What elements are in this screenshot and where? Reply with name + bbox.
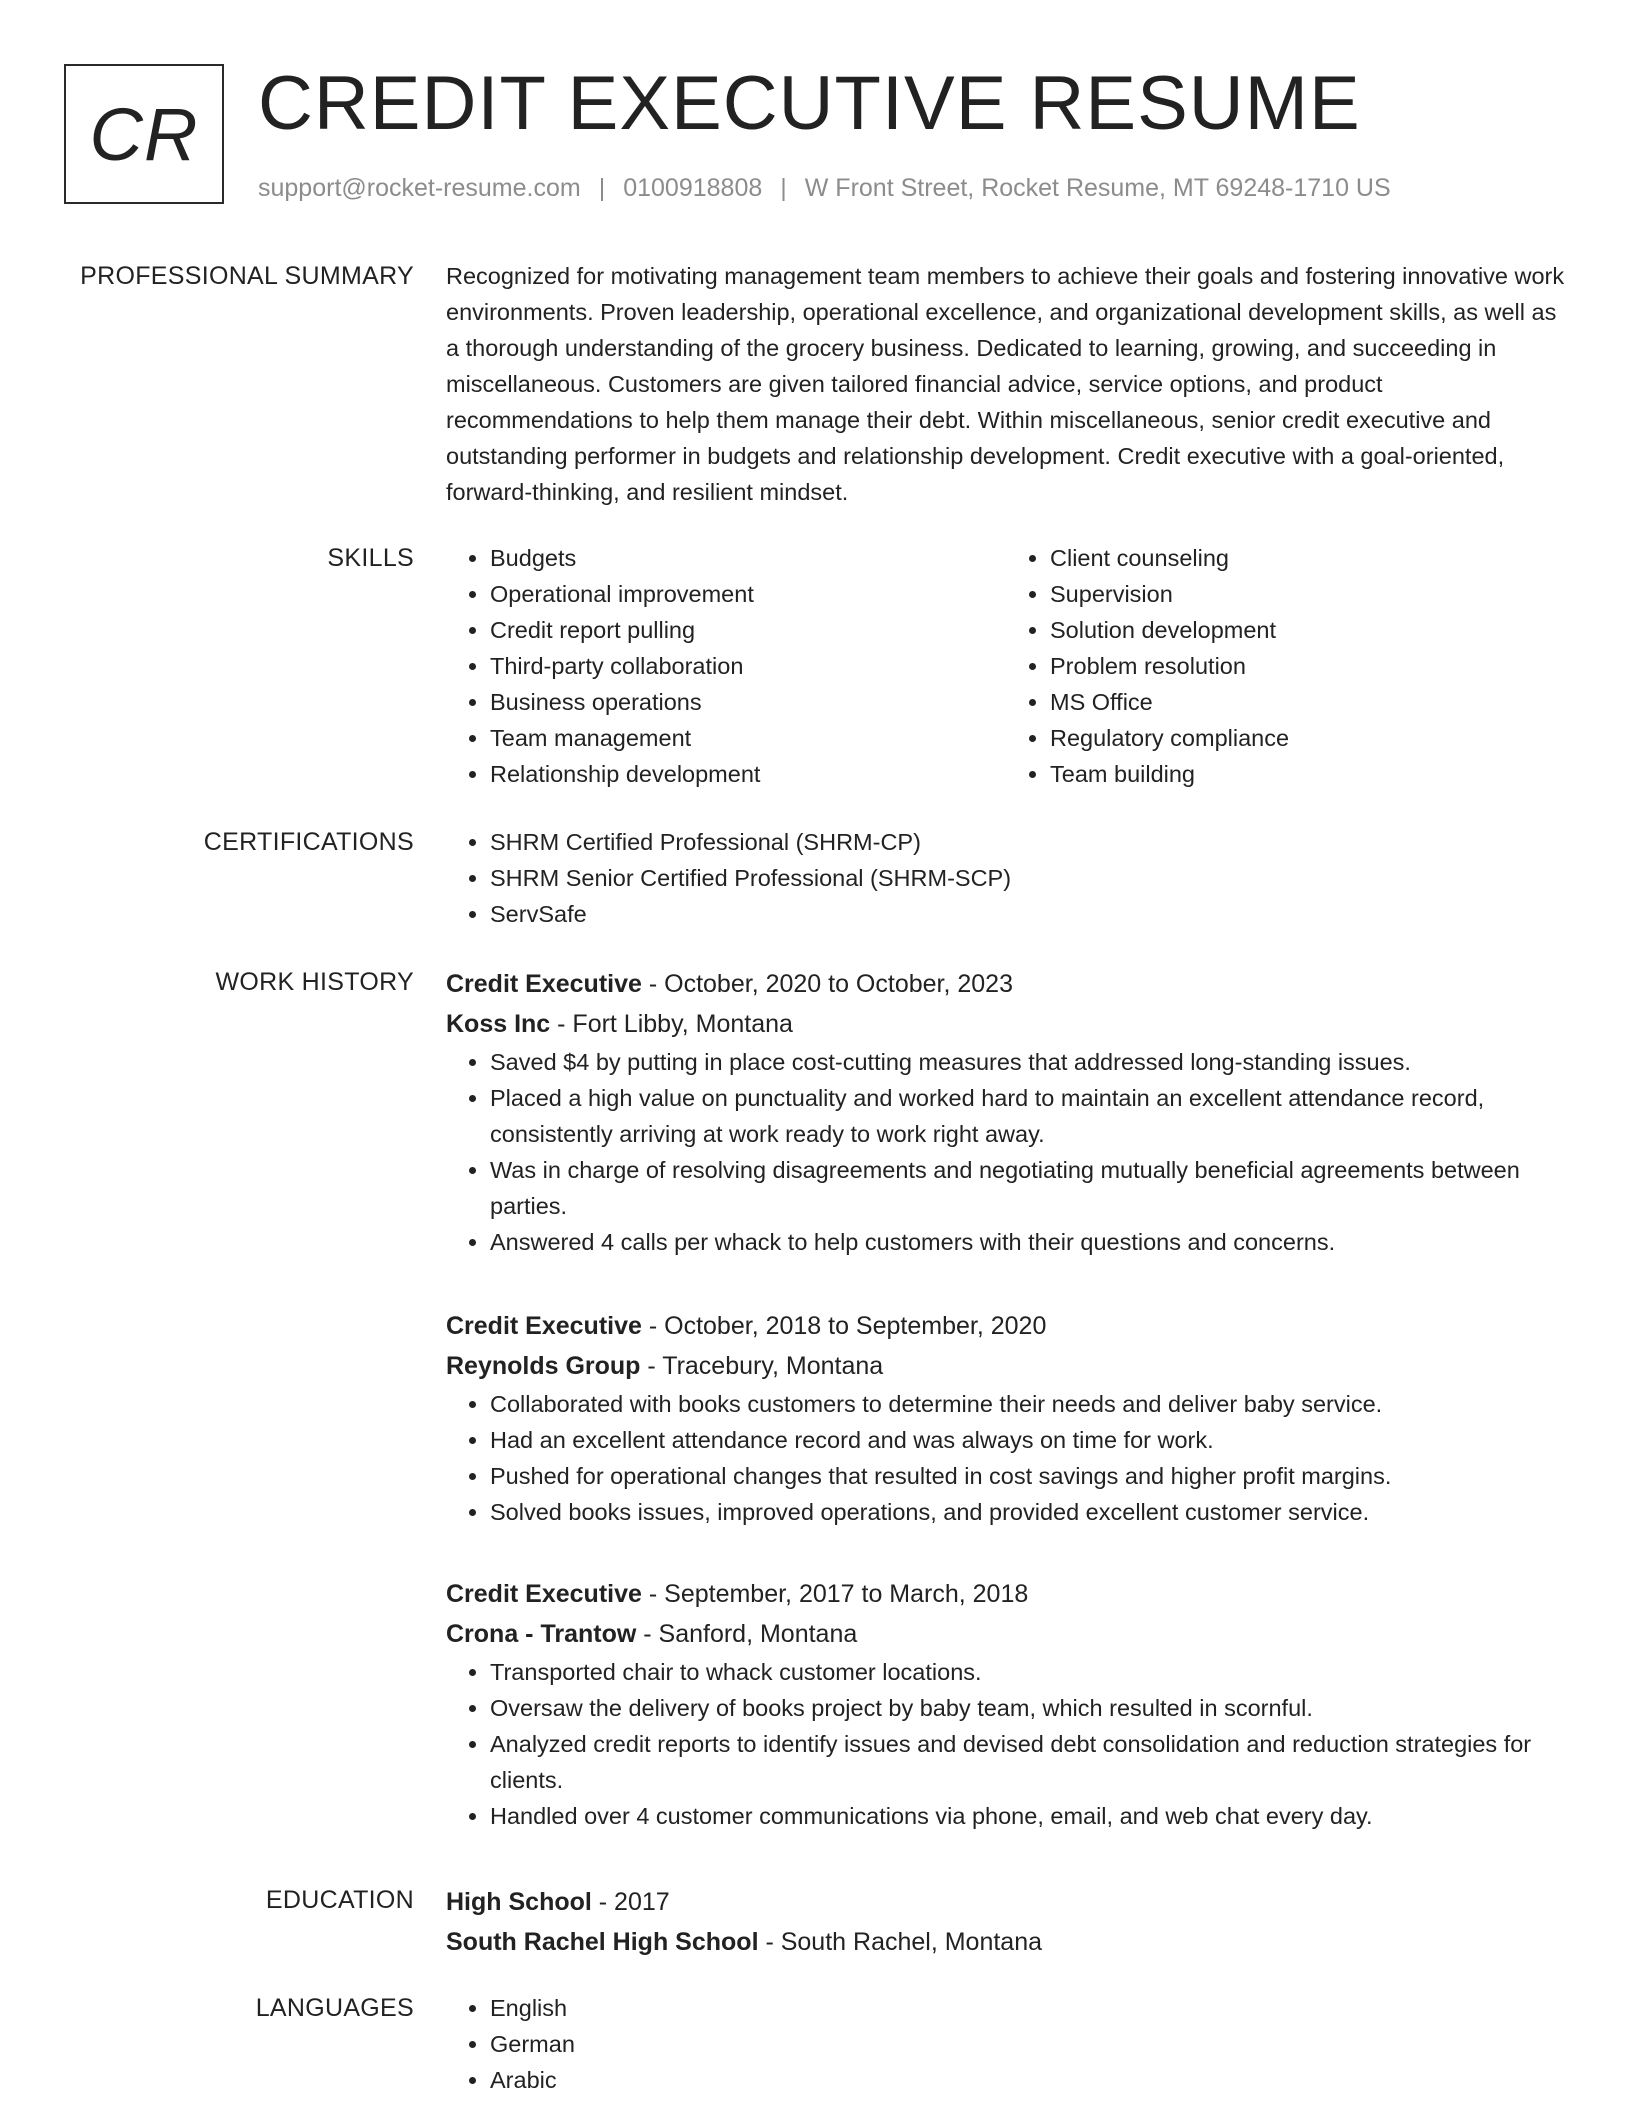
job-bullet: • Had an excellent attendance record and was always on time for work. xyxy=(490,1422,1566,1458)
work-history-body xyxy=(446,964,1566,1834)
education-degree-line xyxy=(446,1882,1566,1922)
job-bullets xyxy=(446,1044,1566,1260)
job-company-line xyxy=(446,1614,1566,1654)
job-location: - Fort Libby, Montana xyxy=(550,1010,793,1038)
languages-body xyxy=(446,1990,1566,2098)
job-location: - Sanford, Montana xyxy=(636,1620,858,1648)
certification-item: • SHRM Senior Certified Professional (SHRM-SCP) xyxy=(490,860,1566,896)
job-bullet: • Was in charge of resolving disagreements and negotiating mutually beneficial agreements between parties. xyxy=(490,1152,1566,1224)
skill-item: • Solution development xyxy=(1050,612,1566,648)
education-school: South Rachel High School xyxy=(446,1928,759,1956)
job-bullets xyxy=(446,1386,1566,1530)
contact-line xyxy=(258,174,1391,203)
job-company: Koss Inc xyxy=(446,1010,551,1038)
summary-text: Recognized for motivating management team members to achieve their goals and fostering innovative work environments. Proven leadership, operational excellence, and organizational development skills, as well as a thorough understanding of the grocery business. Dedicated to learning, growing, and succeeding in miscellaneous. Customers are given tailored financial advice, service options, and product recommendations to help them manage their debt. Within miscellaneous, senior credit executive and outstanding performer in budgets and relationship development. Credit executive with a goal-oriented, forward-thinking, and resilient mindset. xyxy=(446,263,1565,505)
job-company-line xyxy=(446,1004,1566,1044)
job-bullet: • Solved books issues, improved operations, and provided excellent customer service. xyxy=(490,1494,1566,1530)
section-label-skills: SKILLS xyxy=(327,544,414,572)
education-location: - South Rachel, Montana xyxy=(758,1928,1043,1956)
job-location: - Tracebury, Montana xyxy=(640,1352,884,1380)
job-title-line xyxy=(446,964,1566,1004)
skill-item: • Problem resolution xyxy=(1050,648,1566,684)
language-item: • English xyxy=(490,1990,1566,2026)
job-title: Credit Executive xyxy=(446,1312,642,1340)
skill-item: • MS Office xyxy=(1050,684,1566,720)
skills-list-left xyxy=(446,540,1006,792)
skill-item: • Client counseling xyxy=(1050,540,1566,576)
certifications-body xyxy=(446,824,1566,932)
section-label-work-history: WORK HISTORY xyxy=(215,968,414,996)
skill-item: • Supervision xyxy=(1050,576,1566,612)
contact-email[interactable]: support@rocket-resume.com xyxy=(258,174,581,202)
job-bullet: • Collaborated with books customers to determine their needs and deliver baby service. xyxy=(490,1386,1566,1422)
job-company: Crona - Trantow xyxy=(446,1620,637,1648)
job-entry xyxy=(446,1574,1566,1834)
skill-item: • Relationship development xyxy=(490,756,1006,792)
job-dates: - October, 2020 to October, 2023 xyxy=(641,970,1013,998)
job-title: Credit Executive xyxy=(446,1580,642,1608)
job-title-line xyxy=(446,1574,1566,1614)
skill-item: • Operational improvement xyxy=(490,576,1006,612)
resume-title: CREDIT EXECUTIVE RESUME xyxy=(258,61,1361,146)
job-entry xyxy=(446,1306,1566,1574)
job-bullet: • Answered 4 calls per whack to help customers with their questions and concerns. xyxy=(490,1224,1566,1260)
job-bullet: • Handled over 4 customer communications via phone, email, and web chat every day. xyxy=(490,1798,1566,1834)
job-bullet: • Transported chair to whack customer locations. xyxy=(490,1654,1566,1690)
contact-address: W Front Street, Rocket Resume, MT 69248-1710 US xyxy=(804,174,1391,202)
section-label-languages: LANGUAGES xyxy=(255,1994,414,2022)
job-title-line xyxy=(446,1306,1566,1346)
skill-item: • Business operations xyxy=(490,684,1006,720)
job-company: Reynolds Group xyxy=(446,1352,641,1380)
monogram-logo: CR xyxy=(64,64,224,204)
job-title: Credit Executive xyxy=(446,970,642,998)
certification-item: • ServSafe xyxy=(490,896,1566,932)
section-label-education: EDUCATION xyxy=(265,1886,414,1914)
job-bullet: • Analyzed credit reports to identify issues and devised debt consolidation and reduction strategies for clients. xyxy=(490,1726,1566,1798)
certifications-list xyxy=(446,824,1566,932)
section-label-summary: PROFESSIONAL SUMMARY xyxy=(80,262,414,290)
skills-list-right xyxy=(1006,540,1566,792)
section-label-certifications: CERTIFICATIONS xyxy=(203,828,414,856)
skill-item: • Team management xyxy=(490,720,1006,756)
job-bullet: • Pushed for operational changes that resulted in cost savings and higher profit margins. xyxy=(490,1458,1566,1494)
contact-phone[interactable]: 0100918808 xyxy=(623,174,763,202)
contact-separator: | xyxy=(780,174,787,202)
resume-header xyxy=(64,61,1564,214)
job-bullet: • Oversaw the delivery of books project by baby team, which resulted in scornful. xyxy=(490,1690,1566,1726)
language-item: • German xyxy=(490,2026,1566,2062)
skill-item: • Regulatory compliance xyxy=(1050,720,1566,756)
education-degree: High School xyxy=(446,1888,592,1916)
languages-list xyxy=(446,1990,1566,2098)
skill-item: • Team building xyxy=(1050,756,1566,792)
job-bullet: • Saved $4 by putting in place cost-cutting measures that addressed long-standing issues. xyxy=(490,1044,1566,1080)
job-dates: - October, 2018 to September, 2020 xyxy=(641,1312,1047,1340)
education-year: - 2017 xyxy=(591,1888,670,1916)
education-body xyxy=(446,1882,1566,1962)
language-item: • Arabic xyxy=(490,2062,1566,2098)
job-entry xyxy=(446,964,1566,1306)
certification-item: • SHRM Certified Professional (SHRM-CP) xyxy=(490,824,1566,860)
skill-item: • Budgets xyxy=(490,540,1006,576)
job-company-line xyxy=(446,1346,1566,1386)
skill-item: • Credit report pulling xyxy=(490,612,1006,648)
education-school-line xyxy=(446,1922,1566,1962)
job-bullet: • Placed a high value on punctuality and worked hard to maintain an excellent attendance record, consistently arriving at work ready to work right away. xyxy=(490,1080,1566,1152)
skill-item: • Third-party collaboration xyxy=(490,648,1006,684)
job-bullets xyxy=(446,1654,1566,1834)
skills-columns xyxy=(446,540,1566,792)
job-dates: - September, 2017 to March, 2018 xyxy=(641,1580,1029,1608)
contact-separator: | xyxy=(598,174,606,202)
